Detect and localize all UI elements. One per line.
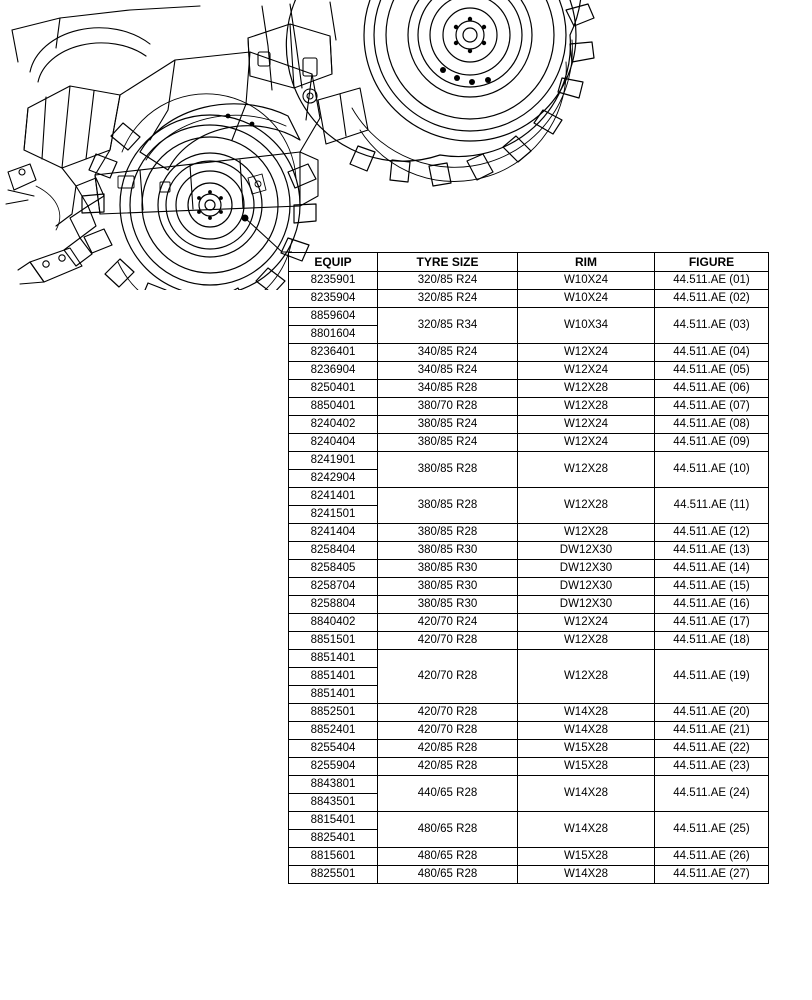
cell-equip: 8843501 (289, 794, 378, 812)
cell-rim: W12X28 (518, 632, 655, 650)
cell-figure: 44.511.AE (02) (655, 290, 769, 308)
cell-equip: 8235904 (289, 290, 378, 308)
cell-tyre-size: 380/70 R28 (378, 398, 518, 416)
table-row (289, 524, 769, 542)
table-row (289, 416, 769, 434)
cell-rim: DW12X30 (518, 560, 655, 578)
column-header-figure: FIGURE (655, 253, 769, 272)
cell-figure: 44.511.AE (21) (655, 722, 769, 740)
cell-equip: 8815601 (289, 848, 378, 866)
cell-rim: W12X28 (518, 452, 655, 488)
rear-wheel-group (286, 0, 594, 186)
cell-tyre-size: 380/85 R30 (378, 542, 518, 560)
cell-figure: 44.511.AE (20) (655, 704, 769, 722)
cell-equip: 8241404 (289, 524, 378, 542)
column-header-tyre-size: TYRE SIZE (378, 253, 518, 272)
cell-rim: W12X24 (518, 416, 655, 434)
column-header-equip: EQUIP (289, 253, 378, 272)
cell-rim: W14X28 (518, 704, 655, 722)
cell-tyre-size: 380/85 R28 (378, 452, 518, 488)
table-body (289, 272, 769, 884)
cell-equip: 8851501 (289, 632, 378, 650)
front-hitch-linkage (6, 164, 104, 284)
cell-figure: 44.511.AE (06) (655, 380, 769, 398)
cell-figure: 44.511.AE (24) (655, 776, 769, 812)
cell-rim: W14X28 (518, 866, 655, 884)
cell-rim: DW12X30 (518, 542, 655, 560)
cell-figure: 44.511.AE (16) (655, 596, 769, 614)
cell-rim: W12X24 (518, 362, 655, 380)
cell-figure: 44.511.AE (19) (655, 650, 769, 704)
cell-equip: 8852501 (289, 704, 378, 722)
tractor-chassis-frame (12, 2, 368, 214)
table-row (289, 542, 769, 560)
cell-tyre-size: 380/85 R30 (378, 578, 518, 596)
cell-equip: 8242904 (289, 470, 378, 488)
cell-rim: W12X28 (518, 524, 655, 542)
cell-tyre-size: 420/85 R28 (378, 740, 518, 758)
cell-tyre-size: 420/85 R28 (378, 758, 518, 776)
cell-tyre-size: 320/85 R24 (378, 272, 518, 290)
cell-rim: W14X28 (518, 722, 655, 740)
cell-figure: 44.511.AE (26) (655, 848, 769, 866)
table-row (289, 578, 769, 596)
cell-equip: 8241501 (289, 506, 378, 524)
cell-figure: 44.511.AE (07) (655, 398, 769, 416)
table-row (289, 362, 769, 380)
table-row (289, 632, 769, 650)
cell-equip: 8258704 (289, 578, 378, 596)
cell-equip: 8240404 (289, 434, 378, 452)
table-row (289, 722, 769, 740)
cell-tyre-size: 320/85 R24 (378, 290, 518, 308)
table-row (289, 866, 769, 884)
cell-equip: 8255404 (289, 740, 378, 758)
cell-figure: 44.511.AE (08) (655, 416, 769, 434)
cell-figure: 44.511.AE (01) (655, 272, 769, 290)
table-row (289, 488, 769, 506)
cell-tyre-size: 380/85 R24 (378, 434, 518, 452)
cell-equip: 8241901 (289, 452, 378, 470)
cell-figure: 44.511.AE (04) (655, 344, 769, 362)
cell-rim: W10X24 (518, 272, 655, 290)
cell-figure: 44.511.AE (14) (655, 560, 769, 578)
cell-rim: W14X28 (518, 812, 655, 848)
table-row (289, 380, 769, 398)
cell-tyre-size: 480/65 R28 (378, 812, 518, 848)
table-row (289, 398, 769, 416)
cell-rim: W15X28 (518, 740, 655, 758)
cell-tyre-size: 380/85 R30 (378, 560, 518, 578)
cell-equip: 8258804 (289, 596, 378, 614)
cell-figure: 44.511.AE (11) (655, 488, 769, 524)
tyre-rim-specification-table (288, 252, 769, 884)
cell-rim: W12X24 (518, 344, 655, 362)
cell-figure: 44.511.AE (17) (655, 614, 769, 632)
spec-table-container (288, 252, 768, 884)
table-row (289, 308, 769, 326)
cell-figure: 44.511.AE (09) (655, 434, 769, 452)
cell-equip: 8240402 (289, 416, 378, 434)
table-row (289, 560, 769, 578)
cell-rim: W12X28 (518, 380, 655, 398)
cell-figure: 44.511.AE (12) (655, 524, 769, 542)
cell-equip: 8852401 (289, 722, 378, 740)
cell-equip: 8236401 (289, 344, 378, 362)
table-header-row (289, 253, 769, 272)
cell-tyre-size: 340/85 R24 (378, 344, 518, 362)
cell-equip: 8843801 (289, 776, 378, 794)
cell-figure: 44.511.AE (23) (655, 758, 769, 776)
cell-figure: 44.511.AE (22) (655, 740, 769, 758)
cell-equip: 8815401 (289, 812, 378, 830)
cell-tyre-size: 440/65 R28 (378, 776, 518, 812)
cell-figure: 44.511.AE (05) (655, 362, 769, 380)
table-row (289, 290, 769, 308)
cell-equip: 8250401 (289, 380, 378, 398)
cell-tyre-size: 420/70 R28 (378, 704, 518, 722)
table-row (289, 776, 769, 794)
table-row (289, 740, 769, 758)
cell-figure: 44.511.AE (27) (655, 866, 769, 884)
cell-figure: 44.511.AE (18) (655, 632, 769, 650)
cell-equip: 8825501 (289, 866, 378, 884)
cell-equip: 8825401 (289, 830, 378, 848)
column-header-rim: RIM (518, 253, 655, 272)
cell-equip: 8241401 (289, 488, 378, 506)
table-row (289, 434, 769, 452)
table-row (289, 758, 769, 776)
cell-rim: DW12X30 (518, 596, 655, 614)
cell-equip: 8850401 (289, 398, 378, 416)
table-row (289, 812, 769, 830)
cell-tyre-size: 480/65 R28 (378, 848, 518, 866)
cell-tyre-size: 380/85 R28 (378, 524, 518, 542)
cell-equip: 8255904 (289, 758, 378, 776)
cell-equip: 8801604 (289, 326, 378, 344)
cell-figure: 44.511.AE (13) (655, 542, 769, 560)
cell-equip: 8258404 (289, 542, 378, 560)
cell-tyre-size: 420/70 R24 (378, 614, 518, 632)
table-row (289, 848, 769, 866)
cell-equip: 8851401 (289, 650, 378, 668)
table-row (289, 272, 769, 290)
cell-equip: 8258405 (289, 560, 378, 578)
cell-rim: W10X34 (518, 308, 655, 344)
cell-rim: W12X28 (518, 650, 655, 704)
cell-rim: W12X28 (518, 398, 655, 416)
table-row (289, 344, 769, 362)
cell-equip: 8859604 (289, 308, 378, 326)
table-row (289, 704, 769, 722)
cell-figure: 44.511.AE (10) (655, 452, 769, 488)
table-row (289, 596, 769, 614)
cell-rim: W12X28 (518, 488, 655, 524)
cell-equip: 8851401 (289, 668, 378, 686)
cell-tyre-size: 380/85 R24 (378, 416, 518, 434)
cell-rim: W15X28 (518, 848, 655, 866)
cell-figure: 44.511.AE (25) (655, 812, 769, 848)
cell-tyre-size: 380/85 R30 (378, 596, 518, 614)
cell-tyre-size: 420/70 R28 (378, 722, 518, 740)
cell-equip: 8851401 (289, 686, 378, 704)
cell-tyre-size: 420/70 R28 (378, 650, 518, 704)
cell-equip: 8235901 (289, 272, 378, 290)
cell-tyre-size: 340/85 R24 (378, 362, 518, 380)
cell-tyre-size: 320/85 R34 (378, 308, 518, 344)
tractor-illustration (0, 0, 620, 290)
cell-rim: DW12X30 (518, 578, 655, 596)
cell-equip: 8840402 (289, 614, 378, 632)
cell-tyre-size: 340/85 R28 (378, 380, 518, 398)
table-row (289, 452, 769, 470)
cell-figure: 44.511.AE (15) (655, 578, 769, 596)
cell-rim: W15X28 (518, 758, 655, 776)
cell-tyre-size: 480/65 R28 (378, 866, 518, 884)
cell-rim: W14X28 (518, 776, 655, 812)
cell-equip: 8236904 (289, 362, 378, 380)
cell-figure: 44.511.AE (03) (655, 308, 769, 344)
table-row (289, 650, 769, 668)
cell-rim: W12X24 (518, 434, 655, 452)
table-row (289, 614, 769, 632)
cell-rim: W10X24 (518, 290, 655, 308)
cell-tyre-size: 380/85 R28 (378, 488, 518, 524)
cell-tyre-size: 420/70 R28 (378, 632, 518, 650)
cell-rim: W12X24 (518, 614, 655, 632)
